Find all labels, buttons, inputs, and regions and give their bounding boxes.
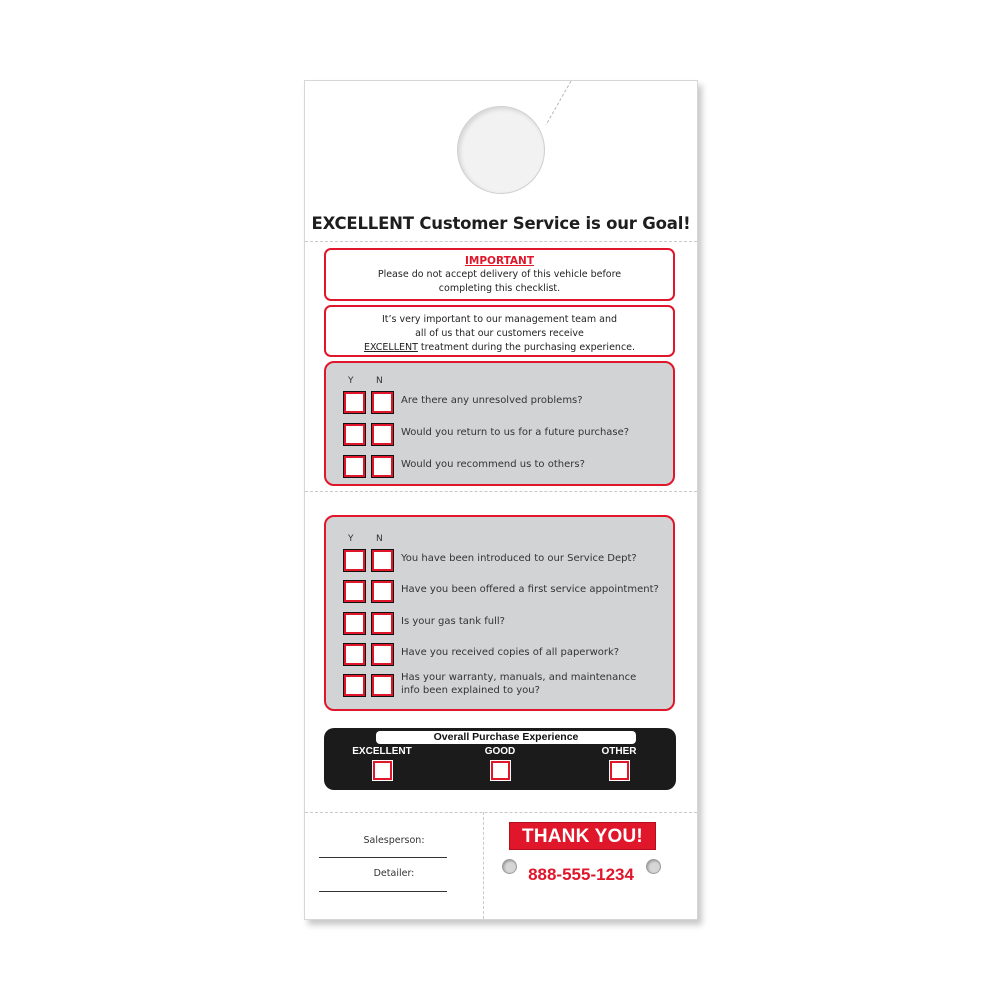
rating-checkbox[interactable] <box>373 761 392 780</box>
important-notice <box>324 248 675 301</box>
question-text: Have you been offered a first service appointment? <box>401 584 659 595</box>
hang-tag-card <box>304 80 698 920</box>
message-line-2: all of us that our customers receive <box>415 328 584 339</box>
perforation-bottom <box>305 812 697 813</box>
checklist-row <box>340 581 665 603</box>
message-line-3-rest: treatment during the purchasing experience. <box>417 342 636 353</box>
yes-checkbox[interactable] <box>344 424 365 445</box>
hanger-hole <box>457 106 545 194</box>
rating-label: GOOD <box>484 746 516 757</box>
management-message <box>324 305 675 357</box>
important-heading: IMPORTANT <box>464 255 534 267</box>
headline: EXCELLENT Customer Service is our Goal! <box>311 214 691 233</box>
perforation-middle <box>305 491 697 492</box>
message-emphasis: EXCELLENT <box>363 342 418 353</box>
no-checkbox[interactable] <box>372 424 393 445</box>
checklist-row <box>340 392 665 414</box>
message-line-1: It’s very important to our management team and <box>382 314 617 325</box>
checklist-row <box>340 613 665 635</box>
detailer-label: Detailer: <box>373 868 415 879</box>
yes-checkbox[interactable] <box>344 392 365 413</box>
yes-column-header: Y <box>348 376 354 386</box>
phone-number: 888-555-1234 <box>528 865 634 884</box>
no-checkbox[interactable] <box>372 392 393 413</box>
yes-checkbox[interactable] <box>344 644 365 665</box>
perforation-top <box>305 241 697 242</box>
important-line-1: Please do not accept delivery of this vehicle before <box>377 269 622 280</box>
question-text: Would you return to us for a future purchase? <box>401 427 630 438</box>
important-line-2: completing this checklist. <box>438 283 561 294</box>
no-column-header: N <box>376 534 383 544</box>
checklist-row <box>340 456 665 478</box>
yes-checkbox[interactable] <box>344 613 365 634</box>
overall-title: Overall Purchase Experience <box>376 731 636 744</box>
overall-experience-panel <box>324 728 676 790</box>
no-checkbox[interactable] <box>372 550 393 571</box>
yes-checkbox[interactable] <box>344 550 365 571</box>
checklist-row <box>340 550 665 572</box>
question-text: Is your gas tank full? <box>401 616 505 627</box>
message-line-3 <box>326 341 673 355</box>
checklist-row <box>340 644 665 666</box>
yes-checkbox[interactable] <box>344 675 365 696</box>
checklist-row <box>340 424 665 446</box>
question-text: Have you received copies of all paperwork? <box>401 647 620 658</box>
question-text: You have been introduced to our Service Dept? <box>401 553 637 564</box>
question-text: Has your warranty, manuals, and maintenance info been explained to you? <box>401 672 637 696</box>
rating-label: OTHER <box>601 746 637 757</box>
no-checkbox[interactable] <box>372 644 393 665</box>
rating-option-excellent <box>342 746 422 780</box>
checklist-panel-2 <box>324 515 675 711</box>
question-text: Would you recommend us to others? <box>401 459 585 470</box>
yes-column-header: Y <box>348 534 354 544</box>
checklist-row <box>340 672 665 703</box>
perforation-vertical <box>483 812 484 919</box>
no-checkbox[interactable] <box>372 613 393 634</box>
checklist-panel-1 <box>324 361 675 486</box>
yes-checkbox[interactable] <box>344 581 365 602</box>
hanger-slit <box>543 81 573 126</box>
no-checkbox[interactable] <box>372 456 393 477</box>
detailer-line[interactable] <box>319 891 447 892</box>
question-text: Are there any unresolved problems? <box>401 395 583 406</box>
rating-checkbox[interactable] <box>491 761 510 780</box>
rating-label: EXCELLENT <box>352 746 412 757</box>
thank-you-banner: THANK YOU! <box>509 822 656 850</box>
no-checkbox[interactable] <box>372 675 393 696</box>
rating-checkbox[interactable] <box>610 761 629 780</box>
salesperson-line[interactable] <box>319 857 447 858</box>
yes-checkbox[interactable] <box>344 456 365 477</box>
rating-option-other <box>579 746 659 780</box>
no-checkbox[interactable] <box>372 581 393 602</box>
rating-option-good <box>460 746 540 780</box>
no-column-header: N <box>376 376 383 386</box>
salesperson-label: Salesperson: <box>363 835 425 846</box>
